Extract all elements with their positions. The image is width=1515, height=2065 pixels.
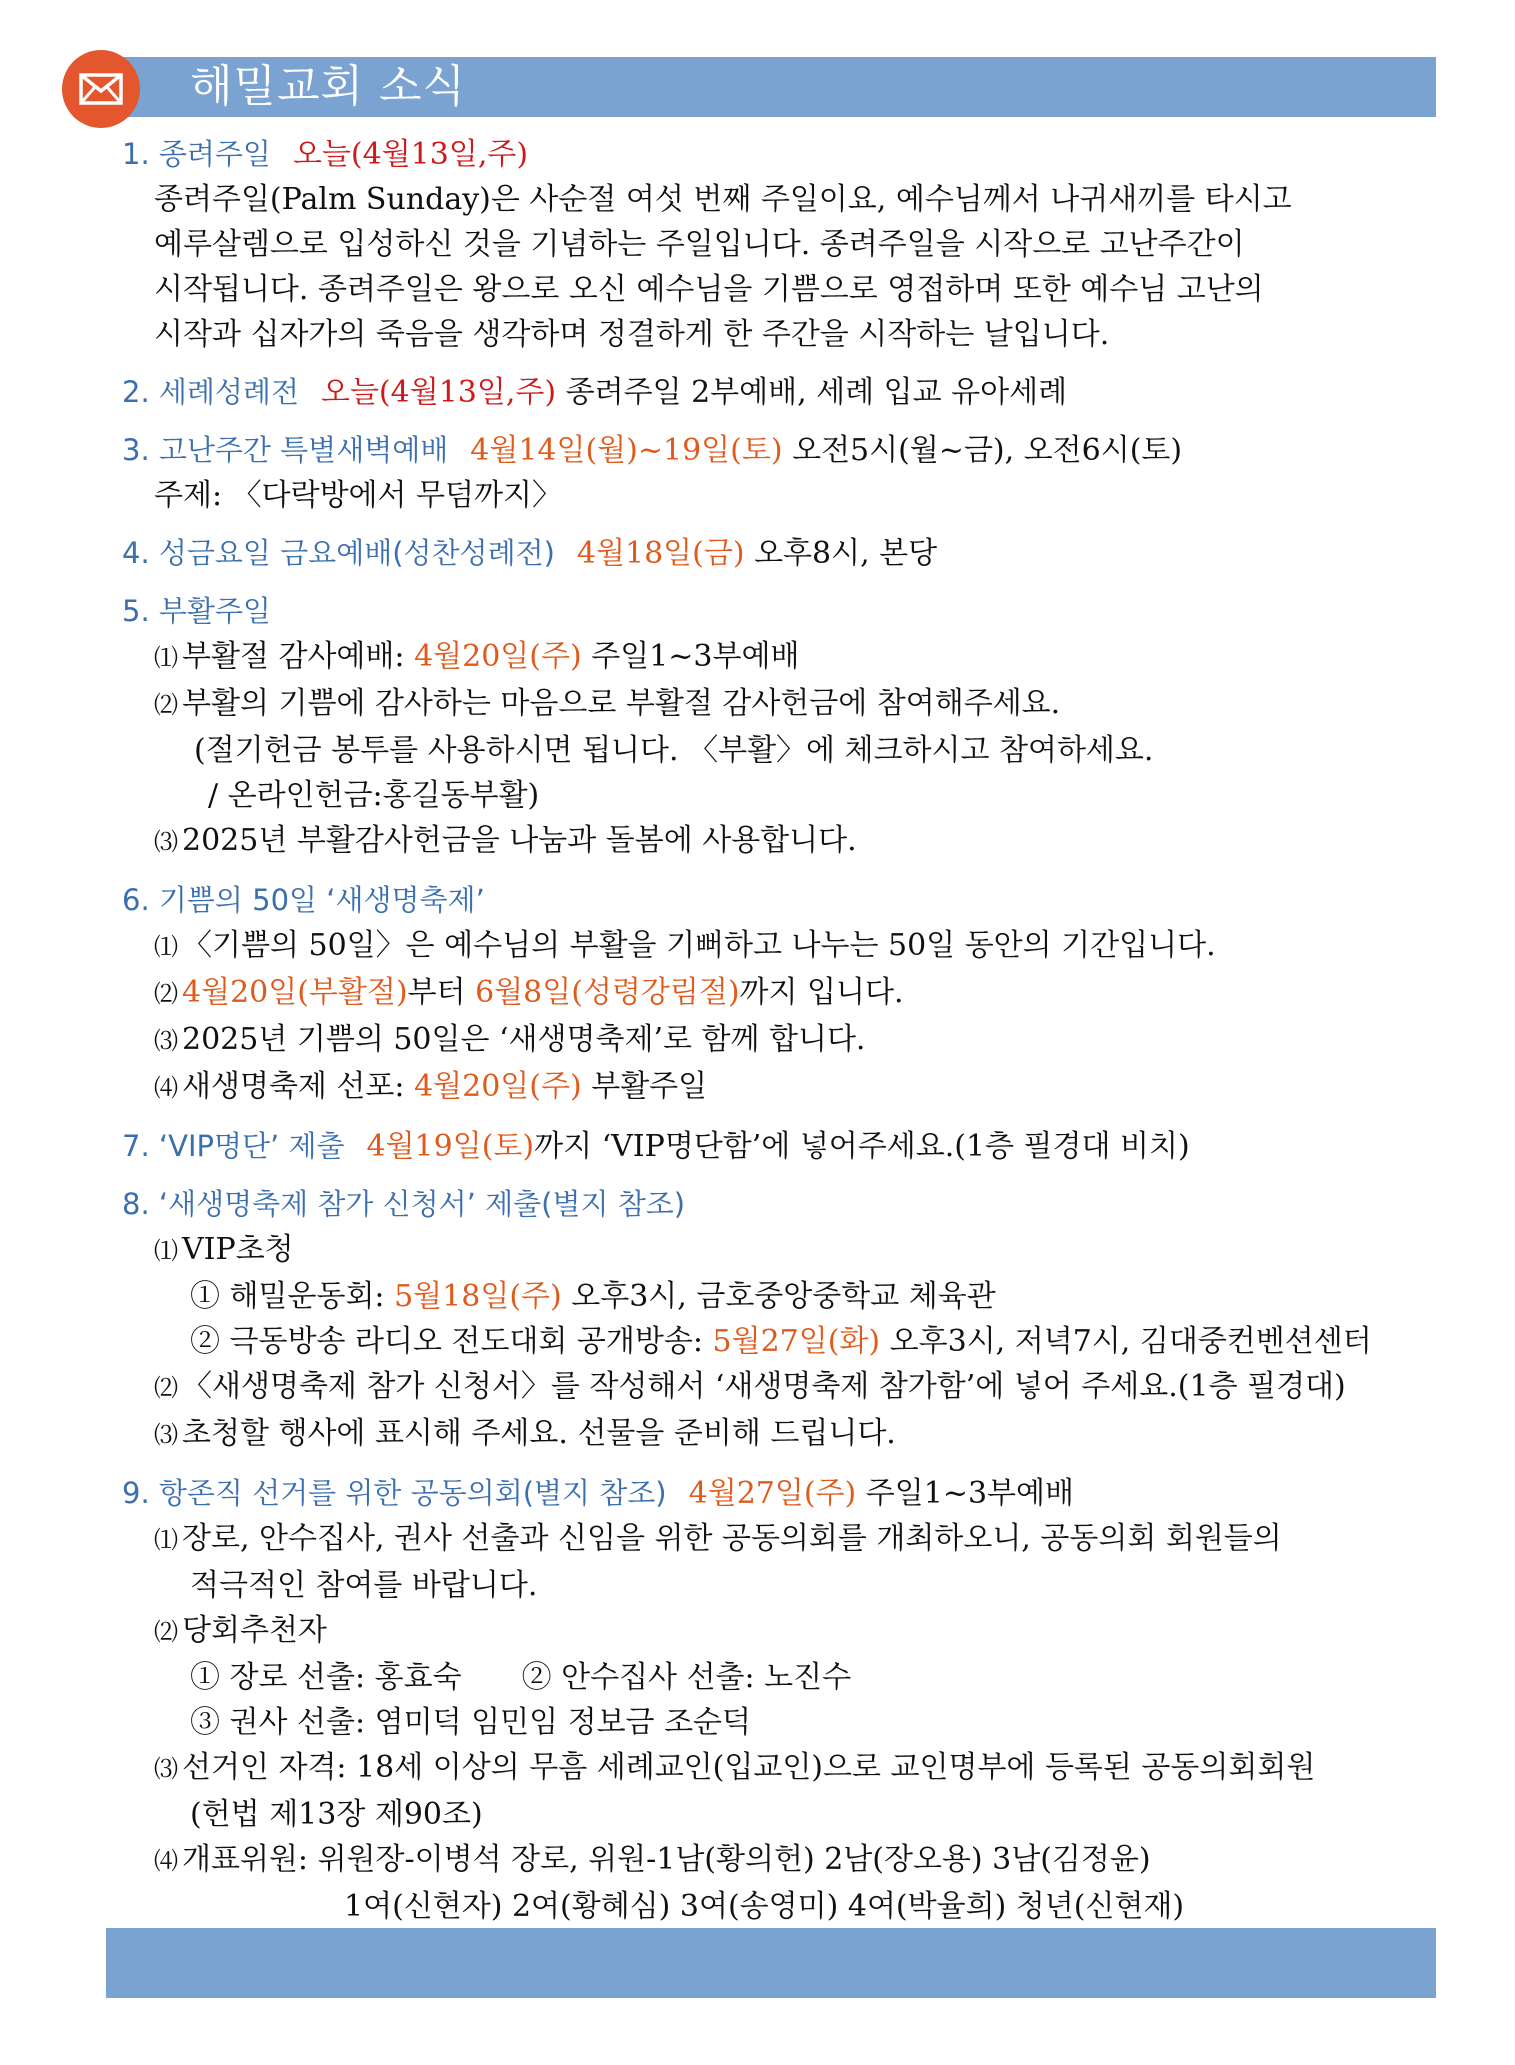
section-baptism: [122, 370, 1422, 415]
section-congregational-meeting: [122, 1471, 1422, 1929]
section-vip-list: [122, 1124, 1422, 1169]
section-detail: 오후8시, 본당: [754, 536, 938, 571]
date-highlight: 5월18일(주): [394, 1279, 562, 1314]
list-item-continuation: 적극적인 참여를 바랍니다.: [190, 1568, 538, 1603]
section-title: 6. 기쁨의 50일 ‘새생명축제’: [122, 883, 485, 917]
date-highlight: 5월27일(화): [712, 1324, 881, 1359]
list-item: ⑶ 2025년 부활감사헌금을 나눔과 돌봄에 사용합니다.: [154, 823, 857, 858]
section-palm-sunday: [122, 132, 1422, 357]
date-highlight: 4월20일(주): [414, 1069, 582, 1104]
list-item: ⑴ 장로, 안수집사, 권사 선출과 신임을 위한 공동의회를 개최하오니, 공동의회 회원들의: [154, 1521, 1282, 1556]
news-content: [122, 122, 1422, 1929]
date-highlight: 4월19일(토): [366, 1129, 535, 1164]
paragraph-line: 종려주일(Palm Sunday)은 사순절 여섯 번째 주일이요, 예수님께서 나귀새끼를 타시고: [154, 182, 1292, 217]
section-good-friday: [122, 531, 1422, 576]
list-item: ⑷ 개표위원: 위원장-이병석 장로, 위원-1남(황의헌) 2남(장오용) 3남(김정윤): [154, 1842, 1151, 1877]
section-title: 8. ‘새생명축제 참가 신청서’ 제출(별지 참조): [122, 1187, 686, 1221]
list-item: ⑴ VIP초청: [154, 1232, 294, 1267]
section-application: [122, 1182, 1422, 1458]
section-title: 7. ‘VIP명단’ 제출: [122, 1129, 345, 1163]
list-item: ⑶ 초청할 행사에 표시해 주세요. 선물을 준비해 드립니다.: [154, 1416, 896, 1451]
sub-list-item: ② 극동방송 라디오 전도대회 공개방송: 5월27일(화) 오후3시, 저녁7시, 김대중컨벤션센터: [190, 1324, 1372, 1359]
date-highlight: 오늘(4월13일,주): [320, 375, 557, 410]
list-item: ⑶ 2025년 기쁨의 50일은 ‘새생명축제’로 함께 합니다.: [154, 1022, 866, 1057]
section-title: 9. 항존직 선거를 위한 공동의회(별지 참조): [122, 1476, 667, 1510]
section-detail: 까지 ‘VIP명단함’에 넣어주세요.(1층 필경대 비치): [534, 1129, 1190, 1164]
list-item: ⑵ 부활의 기쁨에 감사하는 마음으로 부활절 감사헌금에 참여해주세요.: [154, 686, 1061, 721]
section-detail: 종려주일 2부예배, 세례 입교 유아세례: [565, 375, 1068, 410]
list-item: ⑵ 4월20일(부활절)부터 6월8일(성령강림절)까지 입니다.: [154, 975, 904, 1010]
date-highlight: 4월18일(금): [576, 536, 745, 571]
list-item-continuation: 1여(신현자) 2여(황혜심) 3여(송영미) 4여(박율희) 청년(신현재): [344, 1889, 1185, 1924]
section-easter: [122, 589, 1422, 865]
section-title: 4. 성금요일 금요예배(성찬성례전): [122, 536, 555, 570]
list-item: ⑴ 〈기쁨의 50일〉은 예수님의 부활을 기뻐하고 나누는 50일 동안의 기간입니다.: [154, 928, 1216, 963]
sub-list-item: ③ 권사 선출: 염미덕 임민임 정보금 조순덕: [190, 1705, 752, 1740]
section-detail: 주일1~3부예배: [865, 1476, 1074, 1511]
paragraph-line: 시작과 십자가의 죽음을 생각하며 정결하게 한 주간을 시작하는 날입니다.: [154, 317, 1110, 352]
section-fifty-days: [122, 878, 1422, 1111]
section-title: 3. 고난주간 특별새벽예배: [122, 433, 449, 467]
section-title: 2. 세례성례전: [122, 375, 299, 409]
date-highlight: 4월20일(주): [414, 639, 582, 674]
date-highlight: 4월27일(주): [688, 1476, 857, 1511]
page-title: 해밀교회 소식: [190, 61, 467, 112]
list-item: ⑵ 〈새생명축제 참가 신청서〉를 작성해서 ‘새생명축제 참가함’에 넣어 주세요.(1층 필경대): [154, 1369, 1346, 1404]
date-highlight: 4월20일(부활절): [182, 975, 408, 1010]
paragraph-line: 시작됩니다. 종려주일은 왕으로 오신 예수님을 기쁨으로 영접하며 또한 예수님 고난의: [154, 272, 1264, 307]
mail-icon: [62, 50, 140, 128]
list-item: ⑴ 부활절 감사예배: 4월20일(주) 주일1~3부예배: [154, 639, 800, 674]
date-highlight: 오늘(4월13일,주): [292, 137, 529, 172]
sub-list-item: ① 장로 선출: 홍효숙 ② 안수집사 선출: 노진수: [190, 1660, 852, 1695]
list-item-continuation: (절기헌금 봉투를 사용하시면 됩니다. 〈부활〉에 체크하시고 참여하세요.: [194, 733, 1154, 768]
list-item: ⑷ 새생명축제 선포: 4월20일(주) 부활주일: [154, 1069, 708, 1104]
list-item: ⑵ 당회추천자: [154, 1613, 327, 1648]
paragraph-line: 예루살렘으로 입성하신 것을 기념하는 주일입니다. 종려주일을 시작으로 고난주간이: [154, 227, 1245, 262]
sub-list-item: ① 해밀운동회: 5월18일(주) 오후3시, 금호중앙중학교 체육관: [190, 1279, 996, 1314]
date-highlight: 6월8일(성령강림절): [475, 975, 740, 1010]
section-title: 5. 부활주일: [122, 594, 271, 628]
section-passion-week: [122, 428, 1422, 518]
theme-line: 주제: 〈다락방에서 무덤까지〉: [154, 478, 562, 513]
footer-bar: [106, 1928, 1436, 1998]
section-title: 1. 종려주일: [122, 137, 271, 171]
list-item: ⑶ 선거인 자격: 18세 이상의 무흠 세례교인(입교인)으로 교인명부에 등록된 공동의회회원: [154, 1750, 1316, 1785]
list-item-continuation: / 온라인헌금:홍길동부활): [208, 778, 540, 813]
section-detail: 오전5시(월~금), 오전6시(토): [792, 433, 1183, 468]
list-item-continuation: (헌법 제13장 제90조): [190, 1797, 483, 1832]
date-highlight: 4월14일(월)~19일(토): [470, 433, 783, 468]
